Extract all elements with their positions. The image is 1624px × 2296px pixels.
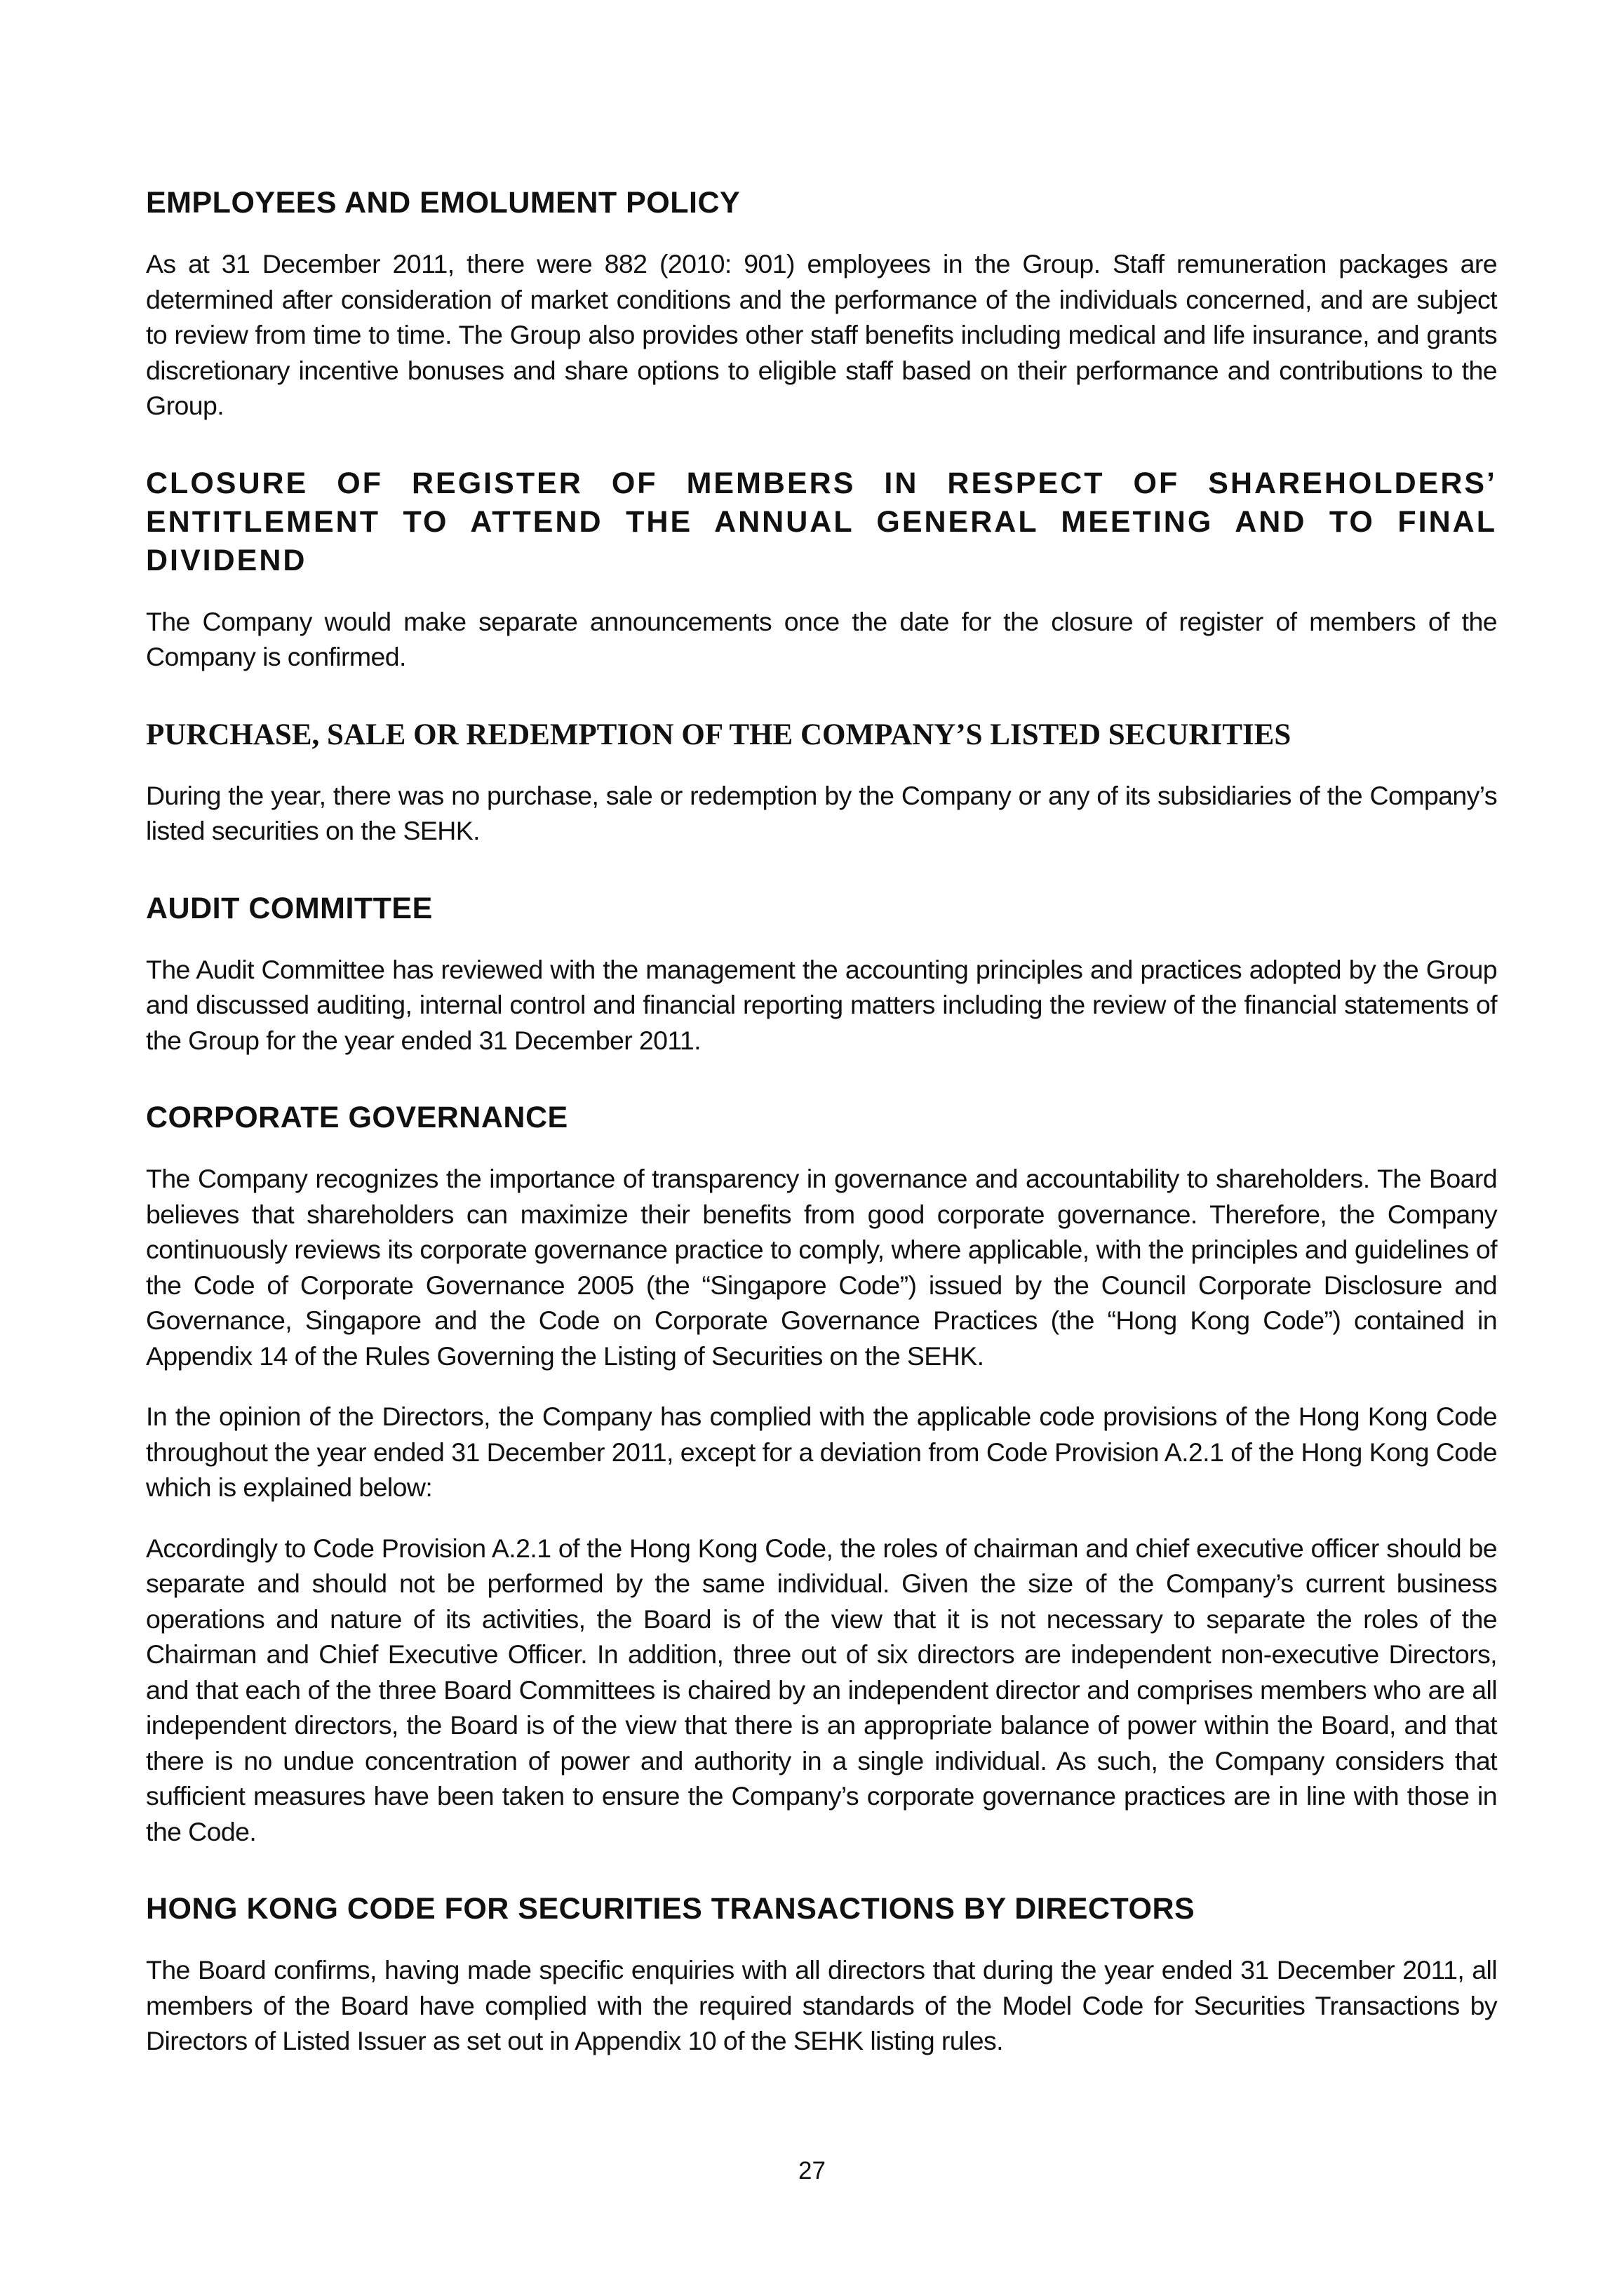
section-paragraph: As at 31 December 2011, there were 882 (2010: 901) employees in the Group. Staff remuneration packages are determined after consideration of market conditions and the performance of the individuals concerned, and are subject to review from time to time. The Group also provides other staff benefits including medical and life insurance, and grants discretionary incentive bonuses and share options to eligible staff based on their performance and contributions to the Group. — [146, 249, 1497, 420]
section-paragraph: During the year, there was no purchase, sale or redemption by the Company or any of its subsidiaries of the Company’s listed securities on the SEHK. — [146, 780, 1497, 845]
section-paragraph: The Company recognizes the importance of transparency in governance and accountability to shareholders. The Board believes that shareholders can maximize their benefits from good corporate governance. Therefore, the Company continuously reviews its corporate governance practice to comply, where applicable, with the principles and guidelines of the Code of Corporate Governance 2005 (the “Singapore Code”) issued by the Council Corporate Disclosure and Governance, Singapore and the Code on Corporate Governance Practices (the “Hong Kong Code”) contained in Appendix 14 of the Rules Governing the Listing of Securities on the SEHK. — [146, 1164, 1497, 1371]
section-heading: EMPLOYEES AND EMOLUMENT POLICY — [146, 186, 741, 220]
section-securities-transactions — [146, 1890, 1497, 2059]
page-number: 27 — [798, 2157, 826, 2184]
section-heading: CORPORATE GOVERNANCE — [146, 1101, 568, 1134]
section-paragraph: The Audit Committee has reviewed with the management the accounting principles and practices adopted by the Group and discussed auditing, internal control and financial reporting matters including the review of the financial statements of the Group for the year ended 31 December 2011. — [146, 954, 1497, 1055]
section-paragraph: Accordingly to Code Provision A.2.1 of the Hong Kong Code, the roles of chairman and chief executive officer should be separate and should not be performed by the same individual. Given the size of the Company’s current business operations and nature of its activities, the Board is of the view that it is not necessary to separate the roles of the Chairman and Chief Executive Officer. In addition, three out of six directors are independent non-executive Directors, and that each of the three Board Committees is chaired by an independent director and comprises members who are all independent directors, the Board is of the view that there is an appropriate balance of power within the Board, and that there is no undue concentration of power and authority in a single individual. As such, the Company considers that sufficient measures have been taken to ensure the Company’s corporate governance practices are in line with those in the Code. — [146, 1533, 1497, 1846]
section-corporate-governance — [146, 1099, 1497, 1849]
section-heading: CLOSURE OF REGISTER OF MEMBERS IN RESPECT OF SHAREHOLDERS’ ENTITLEMENT TO ATTEND THE ANNUAL GENERAL MEETING AND TO FINAL DIVIDEND — [146, 466, 1497, 577]
section-paragraph: The Board confirms, having made specific enquiries with all directors that during the year ended 31 December 2011, all members of the Board have complied with the required standards of the Model Code for Securities Transactions by Directors of Listed Issuer as set out in Appendix 10 of the SEHK listing rules. — [146, 1955, 1497, 2055]
section-employees-emolument — [146, 184, 1497, 424]
document-body — [146, 184, 1497, 2100]
section-audit-committee — [146, 889, 1497, 1059]
section-heading: AUDIT COMMITTEE — [146, 891, 433, 925]
section-paragraph: In the opinion of the Directors, the Company has complied with the applicable code provisions of the Hong Kong Code throughout the year ended 31 December 2011, except for a deviation from Code Provision A.2.1 of the Hong Kong Code which is explained below: — [146, 1402, 1497, 1502]
section-heading: PURCHASE, SALE OR REDEMPTION OF THE COMPANY’S LISTED SECURITIES — [146, 718, 1291, 751]
section-purchase-sale-redemption — [146, 716, 1497, 849]
section-paragraph: The Company would make separate announcements once the date for the closure of register of members of the Company is confirmed. — [146, 606, 1497, 671]
section-heading: HONG KONG CODE FOR SECURITIES TRANSACTIONS BY DIRECTORS — [146, 1892, 1195, 1926]
section-closure-register — [146, 464, 1497, 675]
